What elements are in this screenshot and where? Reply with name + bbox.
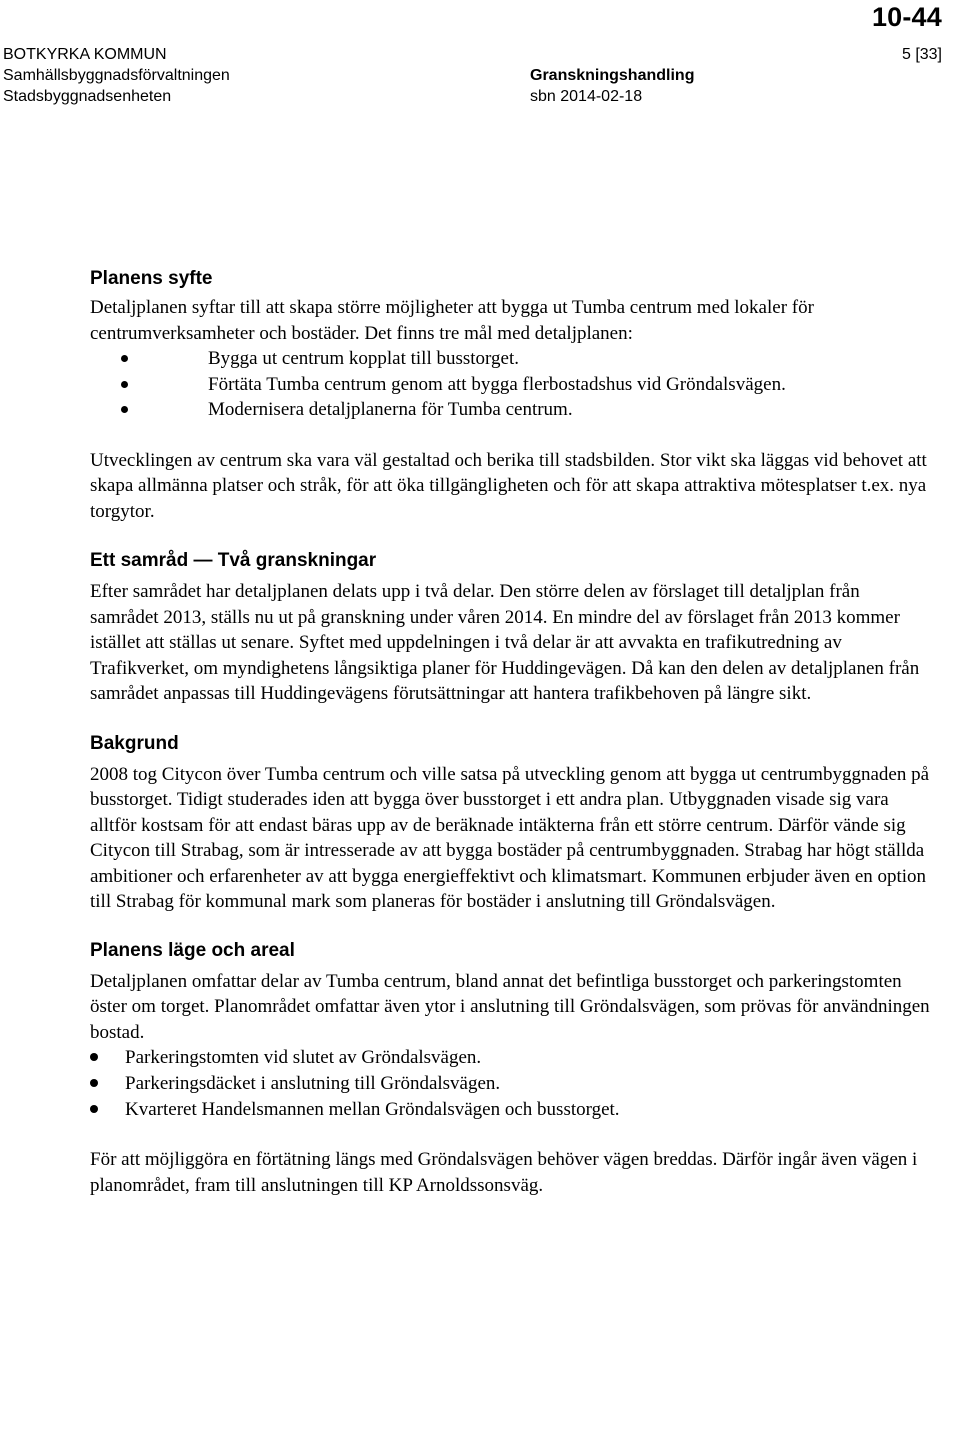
bullet-icon <box>90 1105 98 1113</box>
area-item-text: Parkeringsdäcket i anslutning till Gröndalsvägen. <box>125 1073 501 1094</box>
list-item <box>208 372 930 398</box>
section-heading-lage: Planens läge och areal <box>90 939 295 961</box>
list-item <box>125 1045 930 1071</box>
organization-name: BOTKYRKA KOMMUN <box>3 46 167 63</box>
sbn-date: sbn 2014-02-18 <box>530 88 643 105</box>
section-heading-bakgrund: Bakgrund <box>90 732 179 754</box>
bullet-icon <box>90 1079 98 1087</box>
samrad-paragraph: Efter samrådet har detaljplanen delats upp i två delar. Den större delen av förslaget till detaljplan från samrådet 2013, ställs nu ut på granskning under våren 2014. En mindre del av förslaget från 2013 kommer istället att ställas ut senare. Syftet med uppdelningen i två delar är att avvakta en trafikutredning av Trafikverket, om myndighetens långsiktiga planer för Huddingevägen. Då kan den delen av detaljplanen från samrådet anpassas till Huddingevägens förutsättningar att hantera trafikbehoven på längre sikt. <box>90 581 920 704</box>
area-item-text: Kvarteret Handelsmannen mellan Gröndalsvägen och busstorget. <box>125 1099 620 1120</box>
document-type: Granskningshandling <box>530 67 695 84</box>
bullet-icon <box>90 1053 98 1061</box>
goal-text: Förtäta Tumba centrum genom att bygga flerbostadshus vid Gröndalsvägen. <box>208 373 786 395</box>
list-item <box>208 346 930 372</box>
bullet-icon <box>121 355 128 362</box>
goal-text: Modernisera detaljplanerna för Tumba centrum. <box>208 399 573 420</box>
area-item-text: Parkeringstomten vid slutet av Gröndalsvägen. <box>125 1047 482 1068</box>
bakgrund-paragraph: 2008 tog Citycon över Tumba centrum och ville satsa på utveckling genom att bygga ut centrumbyggnaden på busstorget. Tidigt studerades iden att bygga över busstorget i ett andra plan. Utbyggnaden visade sig vara alltför kostsam för att endast bäras upp av de beräknade intäkterna från ett större centrum. Därför vände sig Citycon till Strabag, som är intresserade av att bygga bostäder på centrumbyggnaden. Strabag har högt ställda ambitioner och erfarenheter av att bygga energieffektivt och klimatsmart. Kommunen erbjuder även en option till Strabag för kommunal mark som planeras för bostäder i anslutning till Gröndalsvägen. <box>90 763 929 912</box>
list-item <box>125 1097 930 1123</box>
goals-list <box>90 346 930 423</box>
syfte-paragraph: Utvecklingen av centrum ska vara väl gestaltad och berika till stadsbilden. Stor vikt ska läggas vid behovet att skapa allmänna platser och stråk, för att öka tillgängligheten och för att skapa attraktiva mötesplatser t.ex. nya torgytor. <box>90 449 927 522</box>
department-name: Samhällsbyggnadsförvaltningen <box>3 67 230 84</box>
document-body <box>90 266 930 1198</box>
syfte-intro: Detaljplanen syftar till att skapa större möjligheter att bygga ut Tumba centrum med lokaler för centrumverksamheter och bostäder. Det finns tre mål med detaljplanen: <box>90 297 814 344</box>
unit-name: Stadsbyggnadsenheten <box>3 88 172 105</box>
document-number: 10-44 <box>871 2 942 32</box>
lage-intro: Detaljplanen omfattar delar av Tumba centrum, bland annat det befintliga busstorget och parkeringstomten öster om torget. Planområdet omfattar även ytor i anslutning till Gröndalsvägen, som prövas för användningen bostad. <box>90 970 930 1043</box>
list-item <box>125 1071 930 1097</box>
area-list <box>90 1045 930 1123</box>
lage-paragraph: För att möjliggöra en förtätning längs med Gröndalsvägen behöver vägen breddas. Därför ingår även vägen i planområdet, fram till anslutningen till KP Arnoldssonsväg. <box>90 1149 918 1196</box>
goal-text: Bygga ut centrum kopplat till busstorget. <box>208 348 520 369</box>
bullet-icon <box>121 381 128 388</box>
bullet-icon <box>121 406 128 413</box>
list-item <box>208 397 930 423</box>
page-indicator: 5 [33] <box>901 46 942 63</box>
section-heading-samrad: Ett samråd — Två granskningar <box>90 550 377 571</box>
section-heading-syfte: Planens syfte <box>90 268 213 289</box>
